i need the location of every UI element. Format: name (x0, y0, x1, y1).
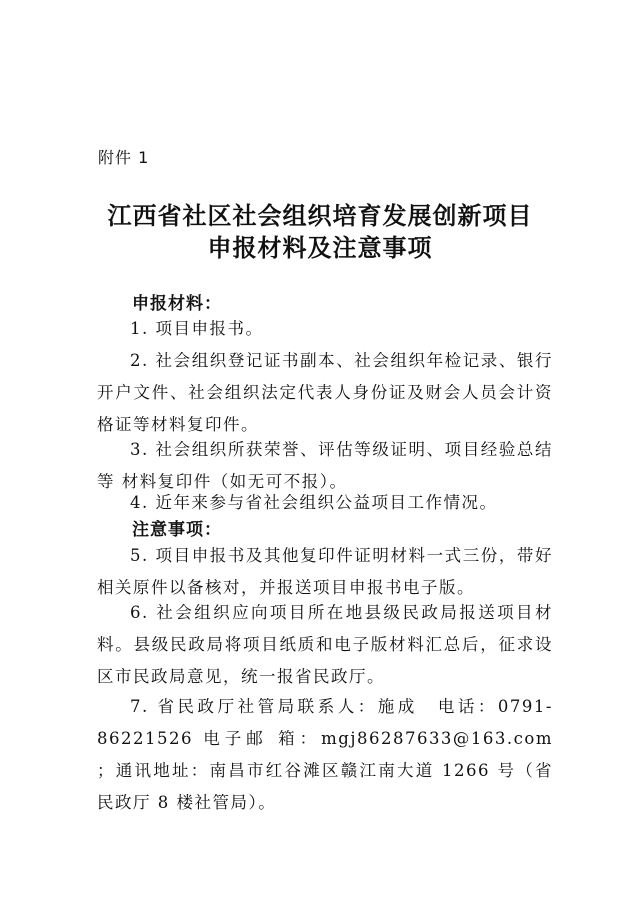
materials-heading: 申报材料： (132, 294, 222, 314)
list-item: 5. 项目申报书及其他复印件证明材料一式三份，带好相关原件以备核对，并报送项目申报书电子版。 (97, 546, 553, 597)
document-title-line-2: 申报材料及注意事项 (207, 233, 433, 262)
list-item: 6. 社会组织应向项目所在地县级民政局报送项目材料。县级民政局将项目纸质和电子版材料汇总后，征求设区市民政局意见，统一报省民政厅。 (97, 603, 553, 686)
list-item: 2. 社会组织登记证书副本、社会组织年检记录、银行开户文件、社会组织法定代表人身份证及财会人员会计资格证等材料复印件。 (97, 351, 553, 434)
notes-heading: 注意事项： (132, 520, 222, 540)
list-item: 3. 社会组织所获荣誉、评估等级证明、项目经验总结等 材料复印件（如无可不报）。 (97, 440, 553, 491)
attachment-label: 附件 1 (98, 148, 150, 167)
list-item: 1. 项目申报书。 (130, 319, 264, 338)
document-title-line-1: 江西省社区社会组织培育发展创新项目 (107, 201, 533, 230)
list-item: 4. 近年来参与省社会组织公益项目工作情况。 (130, 493, 498, 512)
contact-info-item: 7. 省民政厅社管局联系人：施成 电话：0791-86221526 电子邮 箱：mgj86287633@163.com ；通讯地址：南昌市红谷滩区赣江南大道 1266 号（省民政厅 8 楼社管局）。 (97, 697, 553, 812)
